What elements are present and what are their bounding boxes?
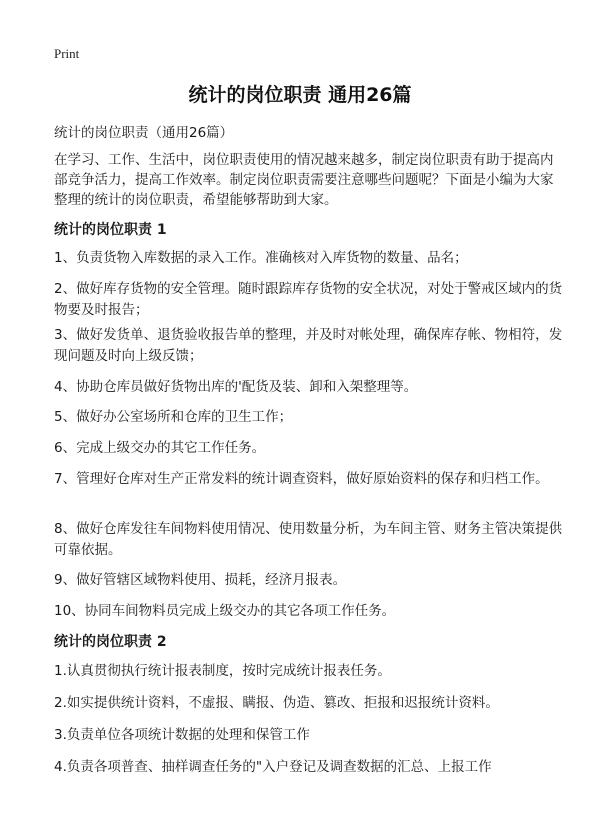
list-item: 5、做好办公室场所和仓库的卫生工作； xyxy=(54,409,293,425)
list-item: 8、做好仓库发往车间物料使用情况、使用数量分析，为车间主管、财务主管决策提供可靠依据。 xyxy=(54,521,563,558)
section-heading: 统计的岗位职责 1 xyxy=(54,222,167,238)
document-subtitle: 统计的岗位职责（通用26篇） xyxy=(54,125,234,141)
list-item: 10、协同车间物料员完成上级交办的其它各项工作任务。 xyxy=(54,603,396,619)
intro-paragraph: 在学习、工作、生活中，岗位职责使用的情况越来越多，制定岗位职责有助于提高内部竞争活力，提高工作效率。制定岗位职责需要注意哪些问题呢？下面是小编为大家整理的统计的岗位职责，希望能够帮助到大家。 xyxy=(54,152,554,208)
list-item: 3、做好发货单、退货验收报告单的整理，并及时对帐处理，确保库存帐、物相符，发现问题及时向上级反馈； xyxy=(54,327,563,364)
list-item: 2、做好库存货物的安全管理。随时跟踪库存货物的安全状况，对处于警戒区域内的货物要及时报告； xyxy=(54,281,563,318)
list-item: 4、协助仓库员做好货物出库的'配货及装、卸和入架整理等。 xyxy=(54,379,418,395)
print-link[interactable]: Print xyxy=(54,46,80,61)
list-item: 9、做好管辖区域物料使用、损耗，经济月报表。 xyxy=(54,572,347,588)
list-item: 1、负责货物入库数据的录入工作。准确核对入库货物的数量、品名； xyxy=(54,250,468,266)
section-heading: 统计的岗位职责 2 xyxy=(54,634,167,650)
list-item: 4.负责各项普查、抽样调查任务的"入户登记及调查数据的汇总、上报工作 xyxy=(54,759,492,775)
list-item: 7、管理好仓库对生产正常发料的统计调查资料，做好原始资料的保存和归档工作。 xyxy=(54,471,549,487)
list-item: 3.负责单位各项统计数据的处理和保管工作 xyxy=(54,727,310,743)
list-item: 2.如实提供统计资料，不虚报、瞒报、伪造、篡改、拒报和迟报统计资料。 xyxy=(54,695,499,711)
list-item: 1.认真贯彻执行统计报表制度，按时完成统计报表任务。 xyxy=(54,663,391,679)
document-title: 统计的岗位职责 通用26篇 xyxy=(188,84,412,106)
list-item: 6、完成上级交办的其它工作任务。 xyxy=(54,440,266,456)
